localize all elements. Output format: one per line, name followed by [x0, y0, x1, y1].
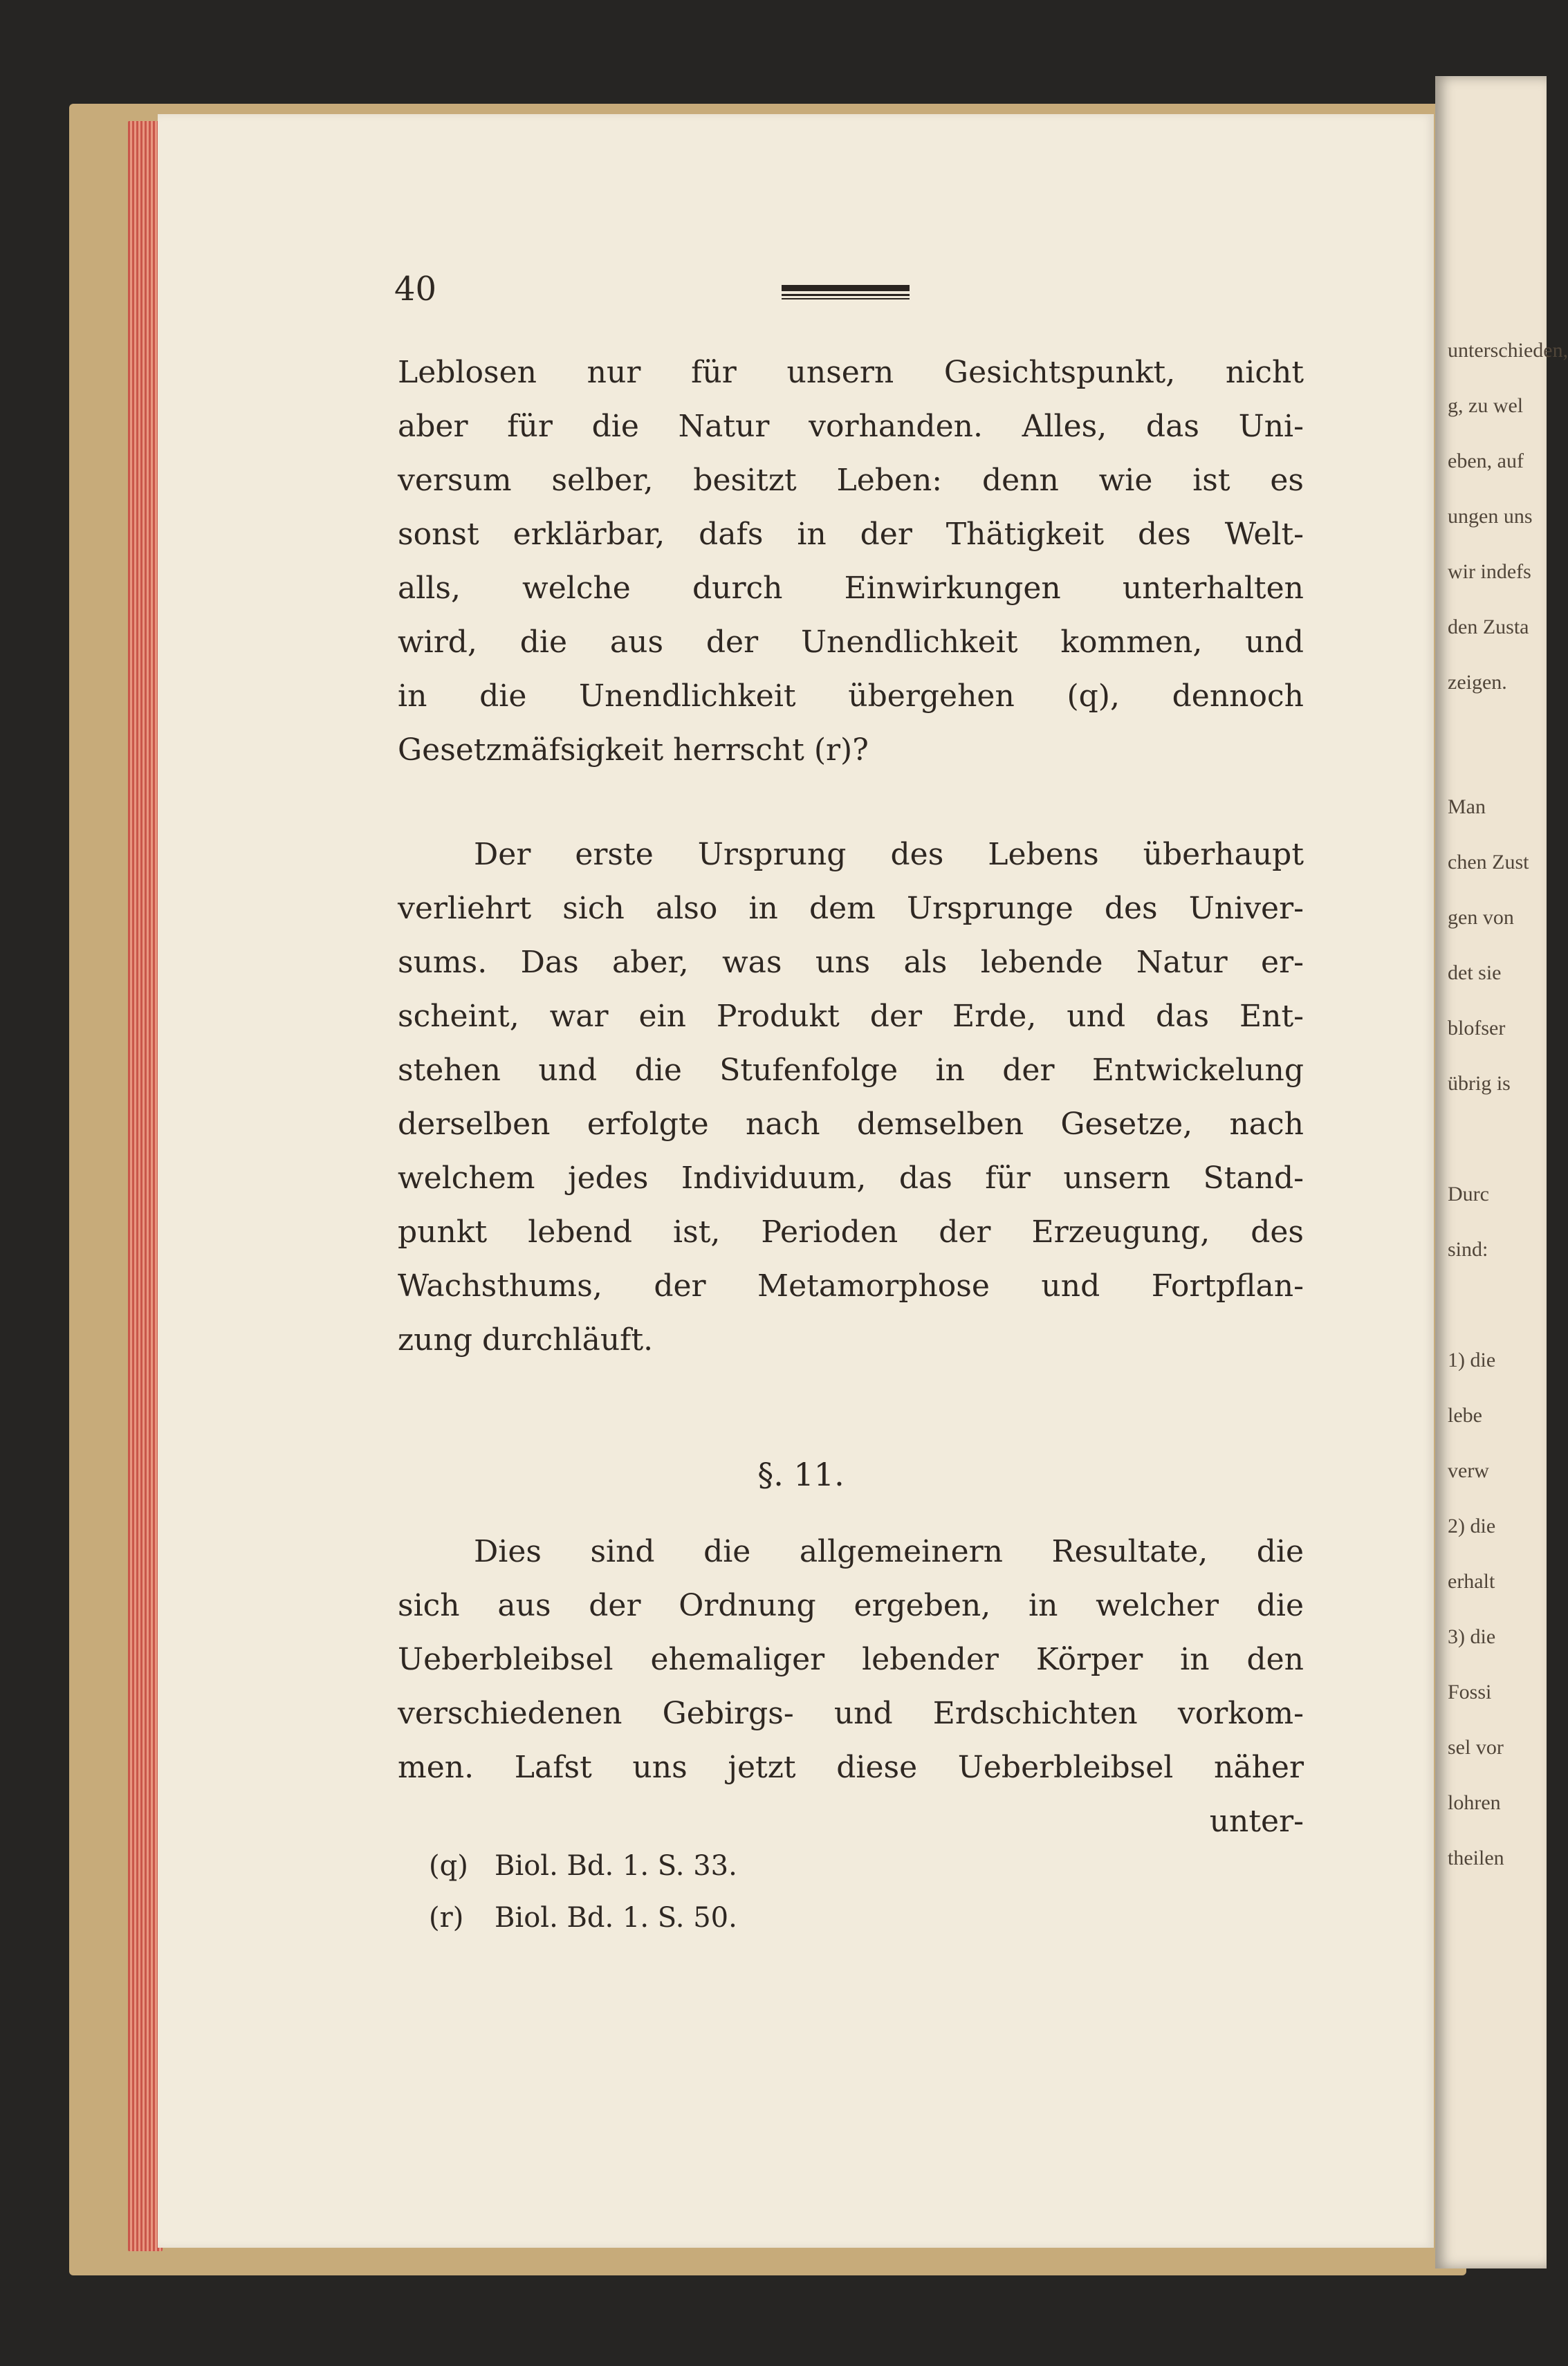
facing-page-fragment: eben, auf [1448, 450, 1524, 472]
facing-page-fragment: ungen uns [1448, 505, 1533, 528]
facing-page-fragment: 1) die [1448, 1349, 1496, 1371]
text-line: welchem jedes Individuum, das für unsern Stand- [398, 1161, 1304, 1196]
text-line: aber für die Natur vorhanden. Alles, das Uni- [398, 409, 1304, 444]
footnote-text: Biol. Bd. 1. S. 50. [495, 1902, 737, 1934]
header-rule [782, 285, 910, 302]
text-line: Gesetzmäfsigkeit herrscht (r)? [398, 732, 869, 768]
text-line: Ueberbleibsel ehemaliger lebender Körper in den [398, 1642, 1304, 1677]
page-number: 40 [394, 270, 437, 308]
text-line: verliehrt sich also in dem Ursprunge des Univer- [398, 891, 1304, 926]
facing-page-fragment: Durc [1448, 1183, 1489, 1205]
facing-page-fragment: unterschieden, [1448, 339, 1568, 362]
text-line: stehen und die Stufenfolge in der Entwickelung [398, 1053, 1304, 1088]
facing-page-fragment: erhalt [1448, 1570, 1495, 1593]
facing-page-fragment: sind: [1448, 1238, 1488, 1261]
facing-page-fragment: theilen [1448, 1847, 1504, 1869]
text-line: in die Unendlichkeit übergehen (q), dennoch [398, 678, 1304, 714]
facing-page-fragment: Man [1448, 795, 1486, 818]
text-line: punkt lebend ist, Perioden der Erzeugung, des [398, 1214, 1304, 1250]
facing-page-fragment: lebe [1448, 1404, 1482, 1427]
facing-page-fragment: chen Zust [1448, 851, 1529, 874]
facing-page-fragment: wir indefs [1448, 560, 1531, 583]
facing-page [1435, 76, 1568, 2268]
facing-page-fragment: lohren [1448, 1791, 1501, 1814]
facing-page-fragment: 3) die [1448, 1625, 1496, 1648]
text-line: alls, welche durch Einwirkungen unterhalten [398, 571, 1304, 606]
footnote-marker: (q) [429, 1850, 468, 1882]
facing-page-fragment: g, zu wel [1448, 394, 1524, 417]
footnote-text: Biol. Bd. 1. S. 33. [495, 1850, 737, 1882]
facing-page-fragment: det sie [1448, 961, 1502, 984]
facing-page-fragment: gen von [1448, 906, 1514, 929]
text-line: sich aus der Ordnung ergeben, in welcher die [398, 1588, 1304, 1623]
facing-page-fragment: Fossi [1448, 1681, 1492, 1703]
section-heading: §. 11. [757, 1456, 845, 1493]
facing-page-fragment: zeigen. [1448, 671, 1507, 694]
paragraph-2 [398, 828, 1304, 1367]
text-line: derselben erfolgte nach demselben Gesetze, nach [398, 1107, 1304, 1142]
text-line: sonst erklärbar, dafs in der Thätigkeit des Welt- [398, 517, 1304, 552]
paragraph-1 [398, 346, 1304, 777]
text-line: versum selber, besitzt Leben: denn wie ist es [398, 463, 1304, 498]
catchword: unter- [1209, 1804, 1304, 1839]
text-line: Wachsthums, der Metamorphose und Fortpflan- [398, 1268, 1304, 1304]
section-paragraph [398, 1525, 1304, 1849]
facing-page-fragment: sel vor [1448, 1736, 1504, 1759]
footnote-r [429, 1902, 737, 1934]
text-line: Dies sind die allgemeinern Resultate, die [474, 1534, 1304, 1569]
text-line: Leblosen nur für unsern Gesichtspunkt, nicht [398, 355, 1304, 390]
text-line: scheint, war ein Produkt der Erde, und das Ent- [398, 999, 1304, 1034]
text-line: sums. Das aber, was uns als lebende Natur er- [398, 945, 1304, 980]
text-line: wird, die aus der Unendlichkeit kommen, und [398, 625, 1304, 660]
facing-page-fragment: blofser [1448, 1017, 1506, 1039]
facing-page-fragment: den Zusta [1448, 616, 1529, 638]
text-line: verschiedenen Gebirgs- und Erdschichten vorkom- [398, 1696, 1304, 1731]
facing-page-fragment: 2) die [1448, 1515, 1496, 1537]
footnote-marker: (r) [429, 1902, 464, 1934]
text-line: men. Lafst uns jetzt diese Ueberbleibsel näher [398, 1750, 1304, 1785]
text-line: zung durchläuft. [398, 1322, 654, 1358]
facing-page-fragment: übrig is [1448, 1072, 1511, 1095]
text-line: Der erste Ursprung des Lebens überhaupt [474, 837, 1304, 872]
footnote-q [429, 1850, 737, 1882]
facing-page-fragment: verw [1448, 1459, 1489, 1482]
